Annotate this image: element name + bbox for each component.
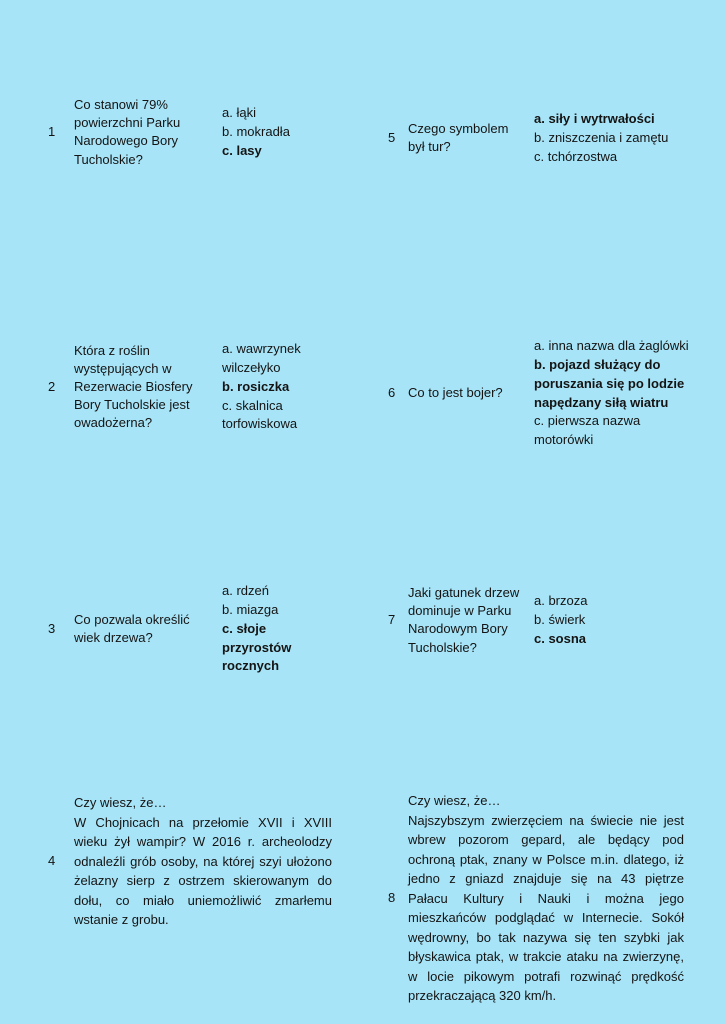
fact-number: 4 — [48, 853, 56, 869]
fact-block-8 — [388, 791, 684, 1006]
answer-option: c. słoje przyrostów rocznych — [222, 620, 292, 674]
question-number: 2 — [48, 379, 56, 395]
answer-option: c. skalnica torfowiskowa — [222, 397, 298, 432]
answer-list — [222, 104, 320, 161]
fact-number: 8 — [388, 890, 396, 906]
question-number: 1 — [48, 124, 56, 140]
fact-intro: Czy wiesz, że… — [408, 793, 501, 808]
fact-intro: Czy wiesz, że… — [74, 795, 167, 810]
answer-option: b. miazga — [222, 601, 279, 617]
answer-option: a. brzoza — [534, 593, 588, 609]
question-block-1 — [48, 96, 320, 169]
answer-option: c. tchórzostwa — [534, 148, 618, 164]
answer-list — [534, 110, 694, 167]
question-text: Co stanowi 79% powierzchni Parku Narodowego Bory Tucholskie? — [74, 97, 181, 167]
question-block-2 — [48, 340, 320, 434]
question-text: Jaki gatunek drzew dominuje w Parku Narodowym Bory Tucholskie? — [408, 585, 520, 655]
answer-option: b. świerk — [534, 611, 586, 627]
answer-option: c. sosna — [534, 630, 587, 646]
answer-list — [534, 337, 694, 450]
answer-option: c. pierwsza nazwa motorówki — [534, 413, 641, 448]
question-text: Co pozwala określić wiek drzewa? — [74, 611, 190, 646]
answer-list — [222, 582, 320, 676]
answer-option: b. zniszczenia i zamętu — [534, 129, 669, 145]
question-block-6 — [388, 337, 694, 450]
answer-option: a. łąki — [222, 105, 256, 121]
answer-option: a. siły i wytrwałości — [534, 111, 655, 126]
question-block-7 — [388, 584, 694, 657]
question-text: Która z roślin występujących w Rezerwacie Biosfery Bory Tucholskie jest owadożerna? — [74, 342, 193, 431]
fact-text: Najszybszym zwierzęciem na świecie nie jest wbrew pozorom gepard, ale będący pod ochroną ptak, znany w Polsce m.in. dlatego, iż jedno z gniazd znajduje się na 43 piętrze Pałacu Kultury i Nauki i można jego mieszkańców podglądać w Internecie. Sokół wędrowny, bo tak nazywa się ten szybki jak błyskawica ptak, w trakcie ataku na zwierzynę, w locie pikowym potrafi rozwinąć prędkość przekraczającą 320 km/h. — [408, 812, 684, 1003]
fact-text-container — [408, 791, 684, 1006]
answer-option: c. lasy — [222, 142, 262, 158]
answer-list — [222, 340, 320, 434]
question-number: 5 — [388, 130, 396, 146]
fact-text: W Chojnicach na przełomie XVII i XVIII wieku żył wampir? W 2016 r. archeolodzy odnaleźli grób osoby, na której szyi ułożono żelazny sierp z ostrzem skierowanym do dołu, co miało uniemożliwić zmarłemu wstanie z grobu. — [74, 814, 332, 927]
answer-option: a. rdzeń — [222, 583, 269, 598]
answer-option: b. rosiczka — [222, 378, 290, 394]
question-number: 3 — [48, 621, 56, 637]
answer-option: b. mokradła — [222, 123, 290, 139]
question-number: 7 — [388, 612, 396, 628]
question-text: Czego symbolem był tur? — [408, 121, 509, 155]
question-block-3 — [48, 582, 320, 676]
question-number: 6 — [388, 385, 396, 401]
fact-text-container — [74, 793, 332, 930]
answer-option: a. wawrzynek wilczełyko — [222, 341, 301, 375]
answer-option: a. inna nazwa dla żaglówki — [534, 338, 689, 353]
question-block-5 — [388, 110, 694, 167]
answer-option: b. pojazd służący do poruszania się po lodzie napędzany siłą wiatru — [534, 356, 685, 410]
answer-list — [534, 592, 694, 649]
fact-block-4 — [48, 793, 332, 930]
question-text: Co to jest bojer? — [408, 385, 503, 401]
